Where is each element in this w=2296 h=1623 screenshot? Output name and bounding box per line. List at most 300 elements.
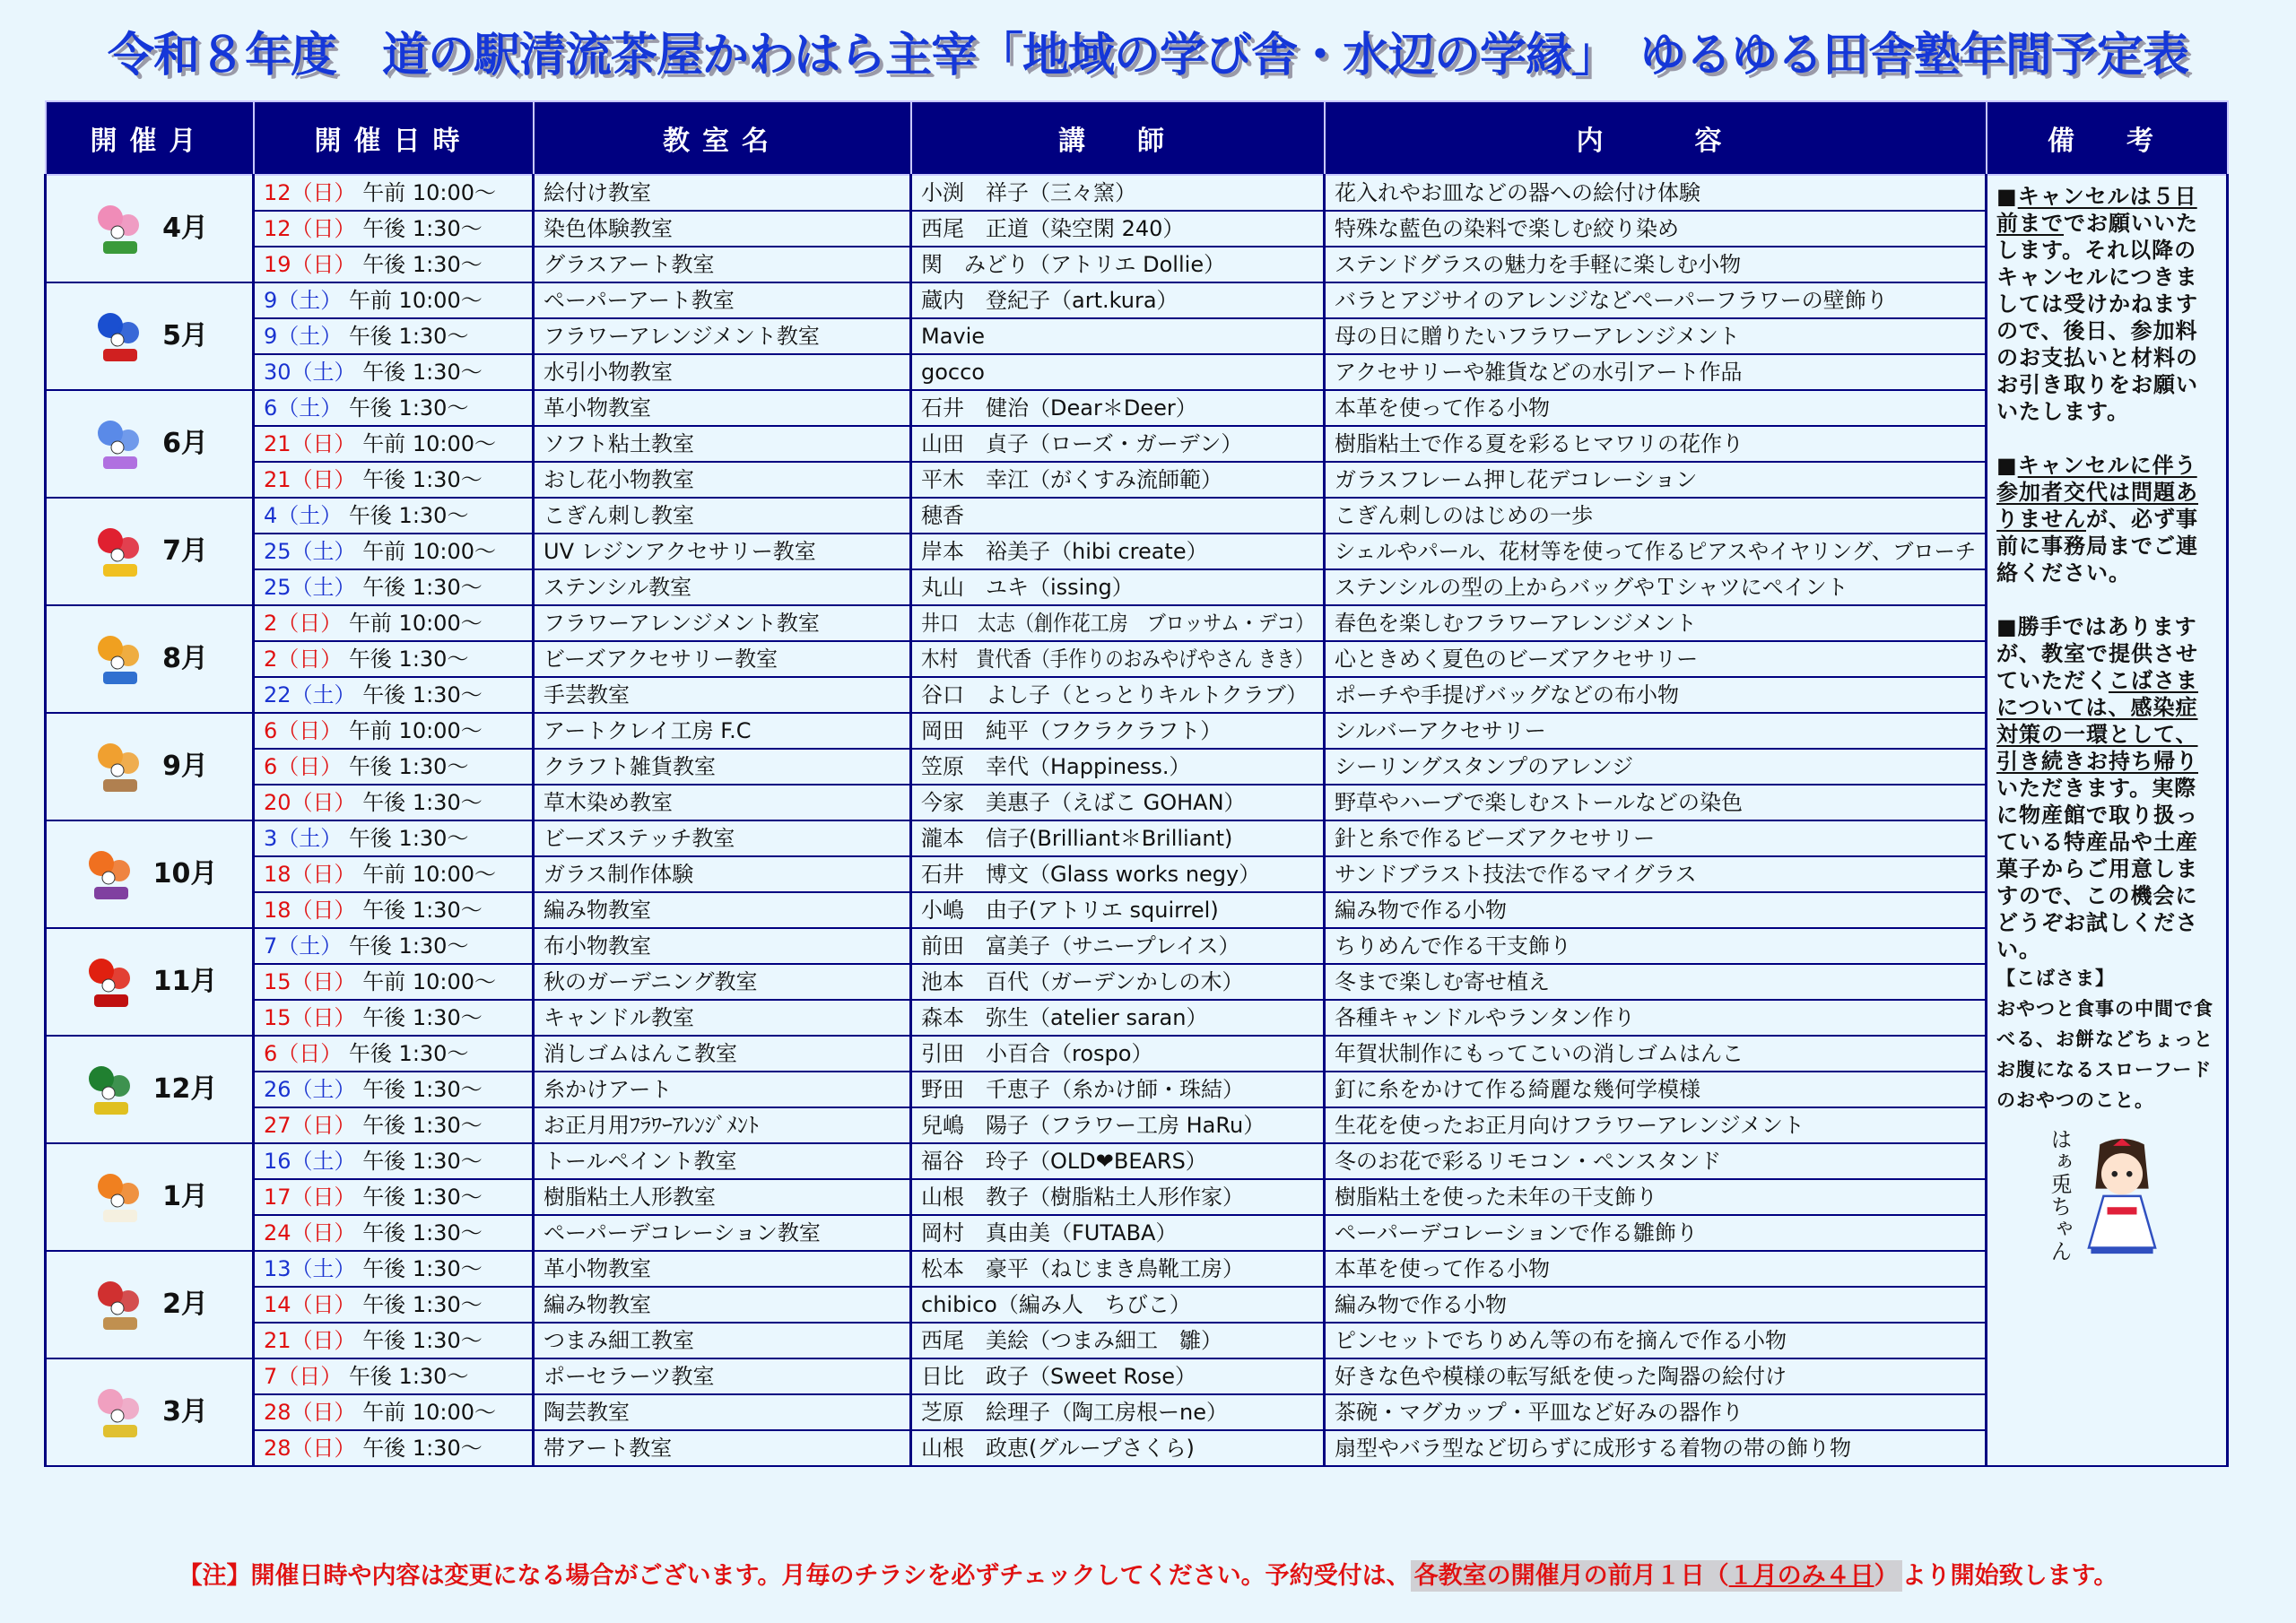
datetime-cell <box>254 211 534 247</box>
datetime-wrap <box>264 968 496 995</box>
class-name: 編み物教室 <box>544 1292 651 1317</box>
datetime-cell <box>254 569 534 605</box>
class-cell <box>534 677 911 713</box>
table-row <box>46 1251 2228 1287</box>
date: 18（日） <box>264 898 356 923</box>
hydrangea-icon <box>91 412 150 476</box>
datetime-cell <box>254 1179 534 1215</box>
table-row <box>46 1358 2228 1394</box>
content-cell <box>1325 1143 1987 1179</box>
footer-note <box>0 1560 2296 1593</box>
teacher-cell <box>911 1323 1325 1358</box>
datetime-wrap <box>264 1040 468 1067</box>
teacher-cell <box>911 175 1325 211</box>
teacher-cell <box>911 964 1325 1000</box>
date: 21（日） <box>264 1328 356 1353</box>
class-name: アートクレイ工房 F.C <box>544 718 752 743</box>
datetime-cell <box>254 534 534 569</box>
date: 3（土） <box>264 826 343 851</box>
teacher: 平木 幸江（がくすみ流師範） <box>921 467 1222 492</box>
class-cell <box>534 820 911 856</box>
content: ペーパーデコレーションで作る雛飾り <box>1335 1220 1698 1245</box>
table-row <box>46 892 2228 928</box>
date: 13（土） <box>264 1256 356 1281</box>
month-cell <box>46 282 254 390</box>
teacher-cell <box>911 677 1325 713</box>
time: 午後 1:30～ <box>348 1364 469 1389</box>
content: 特殊な藍色の染料で楽しむ絞り染め <box>1335 216 1679 241</box>
content: 各種キャンドルやランタン作り <box>1335 1005 1636 1030</box>
date: 20（日） <box>264 790 356 815</box>
teacher: 石井 博文（Glass works negy） <box>921 862 1261 887</box>
teacher-cell <box>911 1215 1325 1251</box>
class-name: 手芸教室 <box>544 682 630 707</box>
table-row <box>46 1000 2228 1036</box>
time: 午後 1:30～ <box>362 1292 483 1317</box>
time: 午前 10:00～ <box>348 288 483 313</box>
class-name: 草木染め教室 <box>544 790 673 815</box>
table-row <box>46 498 2228 534</box>
teacher-cell <box>911 641 1325 677</box>
datetime-wrap <box>264 395 468 421</box>
content-cell <box>1325 785 1987 820</box>
class-cell <box>534 1430 911 1466</box>
table-row <box>46 1430 2228 1466</box>
date: 6（日） <box>264 718 343 743</box>
footer-highlight-underlined: １月のみ４日 <box>1728 1562 1874 1590</box>
content-cell <box>1325 534 1987 569</box>
class-name: 秋のガーデニング教室 <box>544 969 758 994</box>
datetime-cell <box>254 175 534 211</box>
datetime-cell <box>254 1215 534 1251</box>
content: シルバーアクセサリー <box>1335 718 1546 743</box>
class-cell <box>534 1143 911 1179</box>
content-cell <box>1325 677 1987 713</box>
datetime-wrap <box>264 1184 483 1211</box>
class-cell <box>534 390 911 426</box>
teacher: 池本 百代（ガーデンかしの木） <box>921 969 1244 994</box>
datetime-cell <box>254 1143 534 1179</box>
datetime-wrap <box>264 538 496 565</box>
teacher: 小渕 祥子（三々窯） <box>921 180 1136 205</box>
datetime-cell <box>254 1251 534 1287</box>
content: こぎん刺しのはじめの一歩 <box>1335 503 1593 528</box>
month-label: 12月 <box>152 1073 218 1105</box>
date: 27（日） <box>264 1113 356 1138</box>
teacher-cell <box>911 1107 1325 1143</box>
datetime-wrap <box>264 646 468 673</box>
teacher: 関 みどり（アトリエ Dollie） <box>921 252 1226 277</box>
datetime-wrap <box>264 502 468 529</box>
content: 野草やハーブで楽しむストールなどの染色 <box>1335 790 1744 815</box>
teacher: 山根 教子（樹脂粘土人形作家） <box>921 1185 1244 1210</box>
datetime-cell <box>254 1072 534 1107</box>
time: 午前 10:00～ <box>362 180 496 205</box>
datetime-cell <box>254 856 534 892</box>
datetime-cell <box>254 1036 534 1072</box>
teacher: 引田 小百合（rospo） <box>921 1041 1153 1066</box>
content: 冬まで楽しむ寄せ植え <box>1335 969 1550 994</box>
teacher-cell <box>911 1072 1325 1107</box>
datetime-wrap <box>264 753 468 780</box>
class-cell <box>534 426 911 462</box>
content-cell <box>1325 247 1987 282</box>
class-name: つまみ細工教室 <box>544 1328 694 1353</box>
class-name: ステンシル教室 <box>544 575 692 600</box>
content: シーリングスタンプのアレンジ <box>1335 754 1634 779</box>
teacher: 兒嶋 陽子（フラワー工房 HaRu） <box>921 1113 1265 1138</box>
content-cell <box>1325 928 1987 964</box>
datetime-wrap <box>264 897 483 924</box>
date: 22（土） <box>264 682 356 707</box>
teacher-cell <box>911 498 1325 534</box>
content: 樹脂粘土で作る夏を彩るヒマワリの花作り <box>1335 431 1744 456</box>
datetime-cell <box>254 1287 534 1323</box>
content-cell <box>1325 498 1987 534</box>
datetime-cell <box>254 749 534 785</box>
table-row <box>46 569 2228 605</box>
datetime-wrap <box>264 251 483 278</box>
swim-ring-icon <box>91 627 150 691</box>
date: 7（日） <box>264 1364 343 1389</box>
note-underlined: キャンセルは５日前まで <box>1996 184 2197 236</box>
date: 12（日） <box>264 216 356 241</box>
datetime-cell <box>254 1000 534 1036</box>
table-row <box>46 964 2228 1000</box>
teacher-cell <box>911 390 1325 426</box>
time: 午後 1:30～ <box>348 324 469 349</box>
teacher-cell <box>911 1430 1325 1466</box>
class-name: ソフト粘土教室 <box>544 431 694 456</box>
datetime-wrap <box>264 610 483 637</box>
class-name: クラフト雑貨教室 <box>544 754 716 779</box>
datetime-wrap <box>264 789 483 816</box>
content-cell <box>1325 1072 1987 1107</box>
content-cell <box>1325 605 1987 641</box>
table-row <box>46 390 2228 426</box>
table-row <box>46 1394 2228 1430</box>
content-cell <box>1325 749 1987 785</box>
content: バラとアジサイのアレンジなどペーパーフラワーの壁飾り <box>1335 288 1888 313</box>
class-cell <box>534 1358 911 1394</box>
teacher-cell <box>911 282 1325 318</box>
class-name: 染色体験教室 <box>544 216 673 241</box>
note-substitution <box>1996 452 2217 586</box>
content-cell <box>1325 569 1987 605</box>
datetime-cell <box>254 1394 534 1430</box>
date: 15（日） <box>264 969 356 994</box>
teacher: 野田 千恵子（糸かけ師・珠結） <box>921 1077 1244 1102</box>
table-row <box>46 1072 2228 1107</box>
datetime-cell <box>254 247 534 282</box>
content-cell <box>1325 1107 1987 1143</box>
datetime-cell <box>254 785 534 820</box>
datetime-wrap <box>264 430 496 457</box>
teacher-cell <box>911 605 1325 641</box>
content: 心ときめく夏色のビーズアクセサリー <box>1335 647 1699 672</box>
class-name: 絵付け教室 <box>544 180 651 205</box>
class-cell <box>534 1394 911 1430</box>
content: 生花を使ったお正月向けフラワーアレンジメント <box>1335 1113 1805 1138</box>
footer-highlight-b: ） <box>1874 1562 1899 1590</box>
content: 母の日に贈りたいフラワーアレンジメント <box>1335 324 1740 349</box>
footer-highlight-a: 各教室の開催月の前月１日（ <box>1413 1562 1729 1590</box>
teacher-cell <box>911 1287 1325 1323</box>
class-name: 糸かけアート <box>544 1077 673 1102</box>
datetime-wrap <box>264 861 496 888</box>
date: 12（日） <box>264 180 356 205</box>
datetime-cell <box>254 605 534 641</box>
hina-dolls-icon <box>91 1380 150 1445</box>
datetime-wrap <box>264 825 468 852</box>
datetime-cell <box>254 892 534 928</box>
content-cell <box>1325 1251 1987 1287</box>
notes-cell <box>1987 175 2228 1466</box>
teacher: gocco <box>921 360 985 385</box>
content-cell <box>1325 1394 1987 1430</box>
class-name: 帯アート教室 <box>544 1436 673 1461</box>
kobasama-text: おやつと食事の中間で食べる、お餅などちょっとお腹になるスローフードのおやつのこと。 <box>1996 998 2213 1111</box>
page-title: 令和８年度 道の駅清流茶屋かわはら主宰「地域の学び舎・水辺の学縁」 ゆるゆる田舎塾年間予定表 <box>107 29 2188 82</box>
cherry-blossom-icon <box>91 196 150 261</box>
table-row <box>46 605 2228 641</box>
note-text: が、必ず事前に事務局までご連絡ください。 <box>1996 507 2198 586</box>
teacher-cell <box>911 1000 1325 1036</box>
teacher: 穂香 <box>921 503 964 528</box>
month-cell <box>46 820 254 928</box>
teacher: 前田 富美子（サニープレイス） <box>921 933 1240 959</box>
datetime-wrap <box>264 1219 483 1246</box>
content: 本革を使って作る小物 <box>1335 1256 1550 1281</box>
class-name: 革小物教室 <box>544 395 651 421</box>
datetime-wrap <box>264 287 483 314</box>
datetime-wrap <box>264 681 483 708</box>
date: 18（日） <box>264 862 356 887</box>
teacher-cell <box>911 928 1325 964</box>
class-cell <box>534 1036 911 1072</box>
datetime-wrap <box>264 359 483 386</box>
rabbit-girl-mascot-icon <box>2077 1137 2167 1263</box>
table-row <box>46 1179 2228 1215</box>
datetime-cell <box>254 964 534 1000</box>
time: 午前 10:00～ <box>362 1400 496 1425</box>
class-cell <box>534 1323 911 1358</box>
content-cell <box>1325 1430 1987 1466</box>
datetime-wrap <box>264 574 483 601</box>
datetime-wrap <box>264 179 496 206</box>
class-name: 編み物教室 <box>544 898 651 923</box>
time: 午前 10:00～ <box>362 539 496 564</box>
teacher: 谷口 よし子（とっとりキルトクラブ） <box>921 682 1309 707</box>
class-name: おし花小物教室 <box>544 467 694 492</box>
teacher: 岡村 真由美（FUTABA） <box>921 1220 1178 1245</box>
kagami-mochi-icon <box>91 1165 150 1229</box>
date: 9（土） <box>264 288 343 313</box>
time: 午後 1:30～ <box>348 754 469 779</box>
month-cell <box>46 928 254 1036</box>
class-cell <box>534 785 911 820</box>
month-label: 9月 <box>162 751 208 782</box>
time: 午後 1:30～ <box>362 682 483 707</box>
month-label: 6月 <box>162 428 208 459</box>
datetime-wrap <box>264 1148 483 1175</box>
class-cell <box>534 641 911 677</box>
note-text: ■ <box>1996 453 2018 478</box>
table-row <box>46 426 2228 462</box>
time: 午後 1:30～ <box>362 1256 483 1281</box>
class-cell <box>534 534 911 569</box>
content-cell <box>1325 211 1987 247</box>
class-cell <box>534 175 911 211</box>
teacher-cell <box>911 211 1325 247</box>
content-cell <box>1325 1287 1987 1323</box>
datetime-wrap <box>264 466 483 493</box>
time: 午後 1:30～ <box>362 1113 483 1138</box>
table-row <box>46 211 2228 247</box>
christmas-tree-icon <box>82 1057 141 1122</box>
datetime-wrap <box>264 323 468 350</box>
class-name: 陶芸教室 <box>544 1400 630 1425</box>
class-cell <box>534 856 911 892</box>
class-cell <box>534 1287 911 1323</box>
table-row <box>46 1215 2228 1251</box>
table-row <box>46 1107 2228 1143</box>
datetime-cell <box>254 390 534 426</box>
kobasama-title: 【こばさま】 <box>1996 968 2115 989</box>
teacher: 瀧本 信子(Brilliant＊Brilliant) <box>921 826 1233 851</box>
teacher-cell <box>911 247 1325 282</box>
table-row <box>46 1287 2228 1323</box>
class-cell <box>534 1107 911 1143</box>
datetime-wrap <box>264 1327 483 1354</box>
content-cell <box>1325 390 1987 426</box>
date: 16（土） <box>264 1149 356 1174</box>
date: 2（日） <box>264 611 343 636</box>
month-cell <box>46 498 254 605</box>
content: 冬のお花で彩るリモコン・ペンスタンド <box>1335 1149 1722 1174</box>
teacher: chibico（編み人 ちびこ） <box>921 1292 1191 1317</box>
header-month: 開催月 <box>46 101 254 175</box>
teacher-cell <box>911 820 1325 856</box>
month-cell <box>46 1251 254 1358</box>
time: 午後 1:30～ <box>362 790 483 815</box>
content-cell <box>1325 892 1987 928</box>
date: 19（日） <box>264 252 356 277</box>
class-cell <box>534 928 911 964</box>
content-cell <box>1325 462 1987 498</box>
content-cell <box>1325 318 1987 354</box>
date: 14（日） <box>264 1292 356 1317</box>
content: ステンドグラスの魅力を手軽に楽しむ小物 <box>1335 252 1742 277</box>
content-cell <box>1325 175 1987 211</box>
date: 21（日） <box>264 431 356 456</box>
datetime-cell <box>254 498 534 534</box>
table-row <box>46 856 2228 892</box>
class-name: ポーセラーツ教室 <box>544 1364 715 1389</box>
date: 6（土） <box>264 395 343 421</box>
time: 午後 1:30～ <box>362 575 483 600</box>
teacher-cell <box>911 1143 1325 1179</box>
class-name: 革小物教室 <box>544 1256 651 1281</box>
content: サンドブラスト技法で作るマイグラス <box>1335 862 1697 887</box>
time: 午後 1:30～ <box>348 933 469 959</box>
time: 午後 1:30～ <box>348 826 469 851</box>
date: 25（土） <box>264 575 356 600</box>
date: 24（日） <box>264 1220 356 1245</box>
class-name: こぎん刺し教室 <box>544 503 694 528</box>
teacher-cell <box>911 354 1325 390</box>
class-name: フラワーアレンジメント教室 <box>544 324 820 349</box>
table-row <box>46 175 2228 211</box>
class-name: ビーズアクセサリー教室 <box>544 647 778 672</box>
note-text: ■勝手ではありますが、教室で提供させていただく <box>1996 614 2198 693</box>
maple-leaf-icon <box>82 950 141 1014</box>
datetime-cell <box>254 1358 534 1394</box>
date: 2（日） <box>264 647 343 672</box>
class-name: トールペイント教室 <box>544 1149 737 1174</box>
content: ガラスフレーム押し花デコレーション <box>1335 467 1698 492</box>
class-name: 布小物教室 <box>544 933 651 959</box>
time: 午前 10:00～ <box>362 969 496 994</box>
time: 午後 1:30～ <box>362 1005 483 1030</box>
month-label: 1月 <box>162 1181 208 1212</box>
teacher-cell <box>911 1179 1325 1215</box>
datetime-wrap <box>264 1004 483 1031</box>
class-name: ガラス制作体験 <box>544 862 694 887</box>
teacher: 西尾 美絵（つまみ細工 雛） <box>921 1328 1222 1353</box>
note-underlined: こばさまについては、感染症対策の一環として、引き続きお持ち帰り <box>1996 668 2198 774</box>
time: 午後 1:30～ <box>348 647 469 672</box>
class-cell <box>534 605 911 641</box>
datetime-wrap <box>264 717 483 744</box>
content: ちりめんで作る干支飾り <box>1335 933 1571 959</box>
class-cell <box>534 713 911 749</box>
header-class: 教室名 <box>534 101 911 175</box>
table-row <box>46 462 2228 498</box>
table-row <box>46 820 2228 856</box>
content-cell <box>1325 820 1987 856</box>
datetime-cell <box>254 928 534 964</box>
teacher: 森本 弥生（atelier saran） <box>921 1005 1208 1030</box>
teacher: 松本 豪平（ねじまき鳥靴工房） <box>921 1256 1244 1281</box>
datetime-cell <box>254 641 534 677</box>
teacher: 福谷 玲子（OLD❤BEARS） <box>921 1149 1207 1174</box>
teacher-cell <box>911 749 1325 785</box>
teacher: 小嶋 由子(アトリエ squirrel) <box>921 898 1219 923</box>
teacher-cell <box>911 1036 1325 1072</box>
class-cell <box>534 892 911 928</box>
time: 午前 10:00～ <box>348 718 483 743</box>
month-label: 4月 <box>162 213 208 244</box>
month-label: 8月 <box>162 643 208 674</box>
date: 17（日） <box>264 1185 356 1210</box>
datetime-cell <box>254 1430 534 1466</box>
table-row <box>46 318 2228 354</box>
content-cell <box>1325 1323 1987 1358</box>
month-cell <box>46 605 254 713</box>
note-cancel-policy <box>1996 183 2217 425</box>
setsubun-icon <box>91 1272 150 1337</box>
time: 午後 1:30～ <box>362 1077 483 1102</box>
datetime-wrap <box>264 1076 483 1103</box>
class-name: フラワーアレンジメント教室 <box>544 611 820 636</box>
class-cell <box>534 354 911 390</box>
table-row <box>46 785 2228 820</box>
class-cell <box>534 1215 911 1251</box>
teacher-cell <box>911 1358 1325 1394</box>
teacher: 西尾 正道（染空閑 240） <box>921 216 1185 241</box>
content-cell <box>1325 1000 1987 1036</box>
